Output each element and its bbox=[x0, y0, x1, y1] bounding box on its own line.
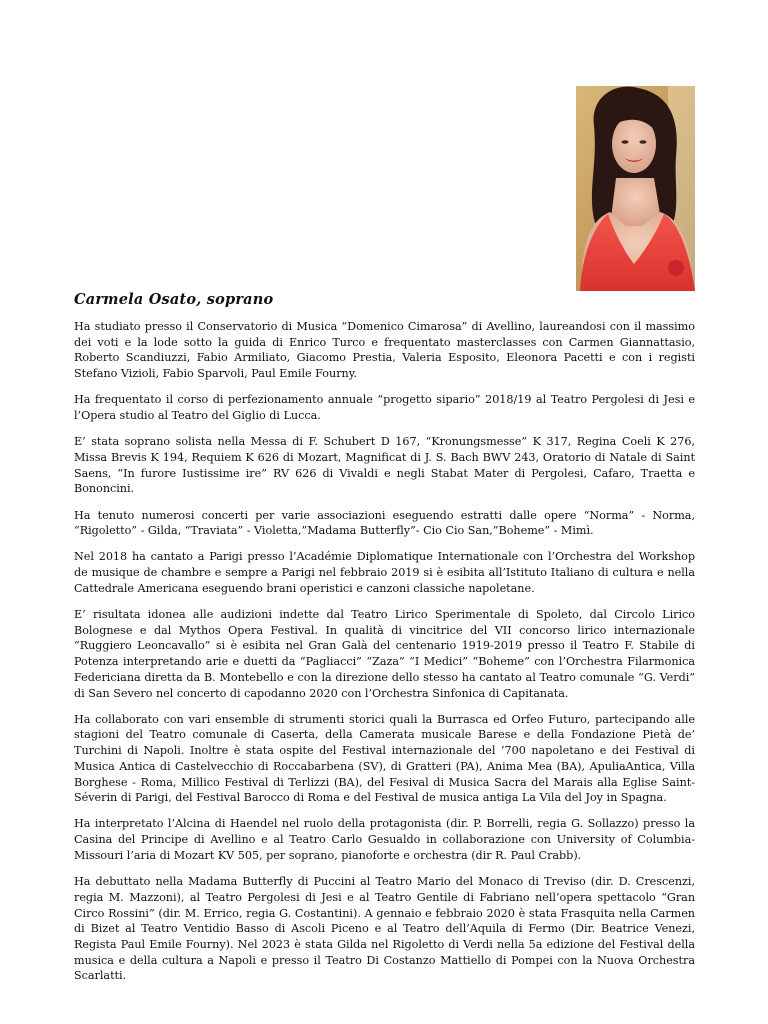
paragraph-concerts: Ha tenuto numerosi concerti per varie associazioni eseguendo estratti dalle opere “Norma” - Norma, “Rigoletto” - Gilda, “Traviata” - Violetta,”Madama Butterfly”- Cio Cio San,”Boheme” - Mimì. bbox=[74, 508, 695, 538]
paragraph-alcina: Ha interpretato l’Alcina di Haendel nel ruolo della protagonista (dir. P. Borrelli, regia G. Sollazzo) presso la Casina del Principe di Avellino e al Teatro Carlo Gesualdo in collaborazione con University of Columbia- Missouri l’aria di Mozart KV 505, per soprano, pianoforte e orchestra (dir R. Paul Crabb). bbox=[74, 817, 695, 862]
paragraph-paris: Nel 2018 ha cantato a Parigi presso l’Académie Diplomatique Internationale con l’Orchestra del Workshop de musique de chambre e sempre a Parigi nel febbraio 2019 si è esibita all’Istituto Italiano di cultura e nella Cattedrale Americana eseguendo brani operistici e canzoni classiche napoletane. bbox=[74, 550, 695, 595]
portrait-image bbox=[576, 86, 695, 291]
biography-body bbox=[74, 319, 695, 995]
paragraph-auditions: E’ risultata idonea alle audizioni indette dal Teatro Lirico Sperimentale di Spoleto, dal Circolo Lirico Bolognese e dal Mythos Opera Festival. In qualità di vincitrice del VII concorso lirico internazionale “Ruggiero Leoncavallo” si è esibita nel Gran Galà del centenario 1919-2019 presso il Teatro F. Stabile di Potenza interpretando arie e duetti da “Pagliacci” “Zaza” “I Medici” “Boheme” con l’Orchestra Filarmonica Federiciana diretta da B. Montebello e con la direzione dello stesso ha cantato al Teatro comunale “G. Verdi” di San Severo nel concerto di capodanno 2020 con l’Orchestra Sinfonica di Capitanata. bbox=[74, 608, 695, 700]
paragraph-studies: Ha studiato presso il Conservatorio di Musica “Domenico Cimarosa” di Avellino, laureandosi con il massimo dei voti e la lode sotto la guida di Enrico Turco e frequentato masterclasses con Carmen Giannattasio, Roberto Scandiuzzi, Fabio Armiliato, Giacomo Prestia, Valeria Esposito, Eleonora Pacetti e con i registi Stefano Vizioli, Fabio Sparvoli, Paul Emile Fourny. bbox=[74, 320, 695, 381]
page-title: Carmela Osato, soprano bbox=[74, 291, 274, 308]
paragraph-debut: Ha debuttato nella Madama Butterfly di Puccini al Teatro Mario del Monaco di Treviso (dir. D. Crescenzi, regia M. Mazzoni), al Teatro Pergolesi di Jesi e al Teatro Gentile di Fabriano nell’opera spettacolo “Gran Circo Rossini” (dir. M. Errico, regia G. Costantini). A gennaio e febbraio 2020 è stata Frasquita nella Carmen di Bizet al Teatro Ventidio Basso di Ascoli Piceno e al Teatro dell’Aquila di Fermo (Dir. Beatrice Venezi, Regista Paul Emile Fourny). Nel 2023 è stata Gilda nel Rigoletto di Verdi nella 5a edizione del Festival della musica e della cultura a Napoli e presso il Teatro Di Costanzo Mattiello di Pompei con la Nuova Orchestra Scarlatti. bbox=[74, 875, 695, 983]
paragraph-perfezionamento: Ha frequentato il corso di perfezionamento annuale “progetto sipario” 2018/19 al Teatro Pergolesi di Jesi e l’Opera studio al Teatro del Giglio di Lucca. bbox=[74, 393, 695, 423]
paragraph-soloist: E’ stata soprano solista nella Messa di F. Schubert D 167, “Kronungsmesse” K 317, Regina Coeli K 276, Missa Brevis K 194, Requiem K 626 di Mozart, Magnificat di J. S. Bach BWV 243, Oratorio di Natale di Saint Saens, “In furore Iustissime ire” RV 626 di Vivaldi e negli Stabat Mater di Pergolesi, Cafaro, Traetta e Bononcini. bbox=[74, 435, 695, 496]
paragraph-ensembles: Ha collaborato con vari ensemble di strumenti storici quali la Burrasca ed Orfeo Futuro, partecipando alle stagioni del Teatro comunale di Caserta, della Camerata musicale Barese e della Fondazione Pietà de’ Turchini di Napoli. Inoltre è stata ospite del Festival internazionale del ’700 napoletano e dei Festival di Musica Antica di Castelvecchio di Roccabarbena (SV), di Gratteri (PA), Anima Mea (BA), ApuliaAntica, Villa Borghese - Roma, Millico Festival di Terlizzi (BA), del Fesival di Musica Sacra del Marais alla Eglise Saint-Séverin di Parigi, del Festival Barocco di Roma e del Festival de musica antiga La Vila del Joy in Spagna. bbox=[74, 712, 695, 805]
portrait-photo bbox=[576, 86, 695, 291]
